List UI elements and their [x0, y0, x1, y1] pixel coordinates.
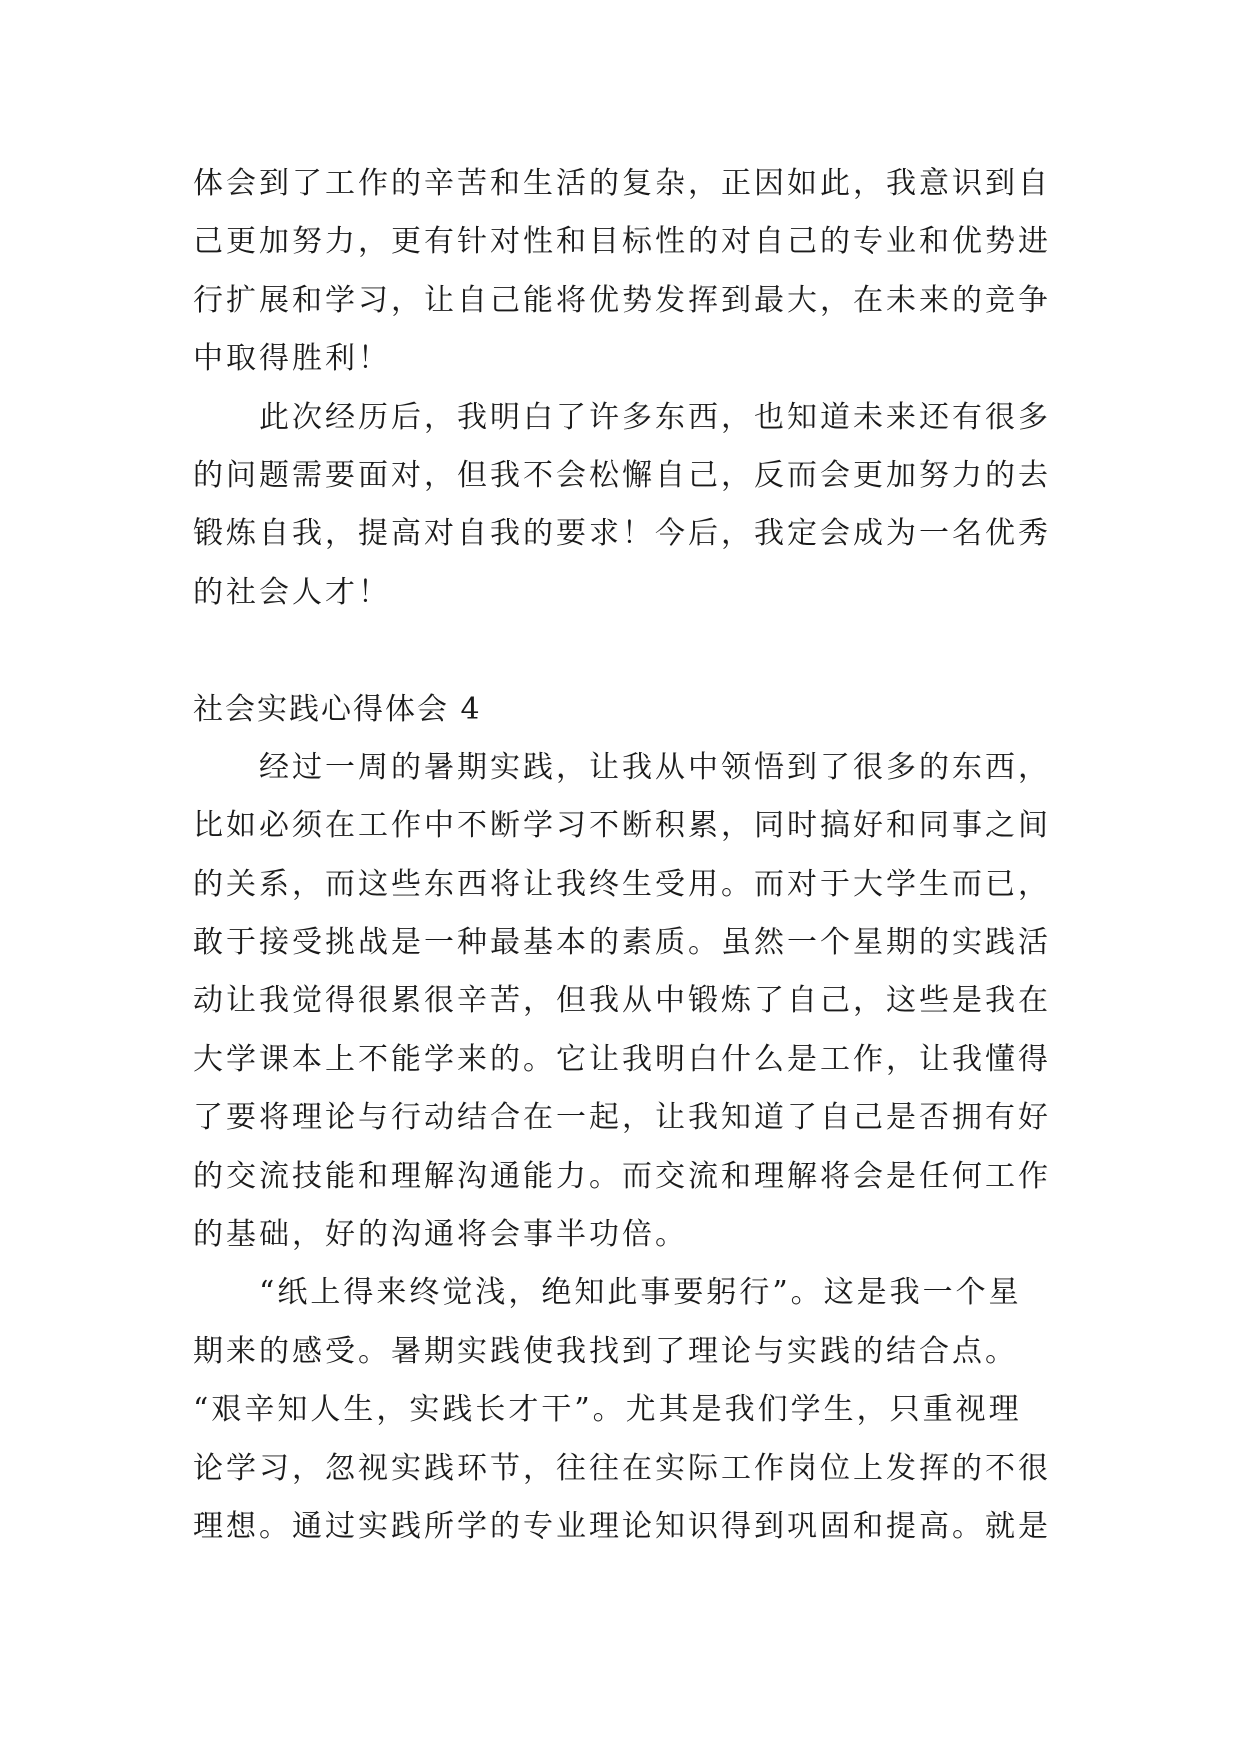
paragraph-3 — [193, 739, 1073, 1265]
text-line: “艰辛知人生，实践长才干”。尤其是我们学生，只重视理 — [193, 1392, 1022, 1428]
text-line: 的基础，好的沟通将会事半功倍。 — [193, 1217, 688, 1253]
text-line: 论学习，忽视实践环节，往往在实际工作岗位上发挥的不很 — [193, 1450, 1051, 1486]
section-heading: 社会实践心得体会 4 — [193, 691, 482, 727]
text-line: 的社会人才！ — [193, 574, 391, 610]
text-line: 了要将理论与行动结合在一起，让我知道了自己是否拥有好 — [193, 1100, 1051, 1136]
text-line: 此次经历后，我明白了许多东西，也知道未来还有很多 — [259, 399, 1051, 435]
text-line: 的问题需要面对，但我不会松懈自己，反而会更加努力的去 — [193, 457, 1051, 493]
document-body — [193, 155, 1073, 1556]
text-line: 敢于接受挑战是一种最基本的素质。虽然一个星期的实践活 — [193, 925, 1051, 961]
text-line: 己更加努力，更有针对性和目标性的对自己的专业和优势进 — [193, 224, 1051, 260]
text-line: 锻炼自我，提高对自我的要求！今后，我定会成为一名优秀 — [193, 516, 1051, 552]
text-line: 比如必须在工作中不断学习不断积累，同时搞好和同事之间 — [193, 808, 1051, 844]
text-line: 体会到了工作的辛苦和生活的复杂，正因如此，我意识到自 — [193, 166, 1051, 201]
text-line: 理想。通过实践所学的专业理论知识得到巩固和提高。就是 — [193, 1508, 1051, 1544]
paragraph-1 — [193, 155, 1073, 389]
paragraph-2 — [193, 389, 1073, 623]
paragraph-4 — [193, 1264, 1073, 1556]
text-line: 动让我觉得很累很辛苦，但我从中锻炼了自己，这些是我在 — [193, 983, 1051, 1019]
text-line: 中取得胜利！ — [193, 341, 391, 377]
text-line: 行扩展和学习，让自己能将优势发挥到最大，在未来的竞争 — [193, 282, 1051, 318]
text-line: 的交流技能和理解沟通能力。而交流和理解将会是任何工作 — [193, 1158, 1051, 1194]
text-line: 期来的感受。暑期实践使我找到了理论与实践的结合点。 — [193, 1333, 1018, 1369]
text-line: 经过一周的暑期实践，让我从中领悟到了很多的东西， — [259, 749, 1051, 785]
text-line: 的关系，而这些东西将让我终生受用。而对于大学生而已， — [193, 866, 1051, 902]
text-line: 大学课本上不能学来的。它让我明白什么是工作，让我懂得 — [193, 1041, 1051, 1077]
text-line: “纸上得来终觉浅，绝知此事要躬行”。这是我一个星 — [259, 1275, 1022, 1311]
section-spacer — [193, 622, 1073, 680]
